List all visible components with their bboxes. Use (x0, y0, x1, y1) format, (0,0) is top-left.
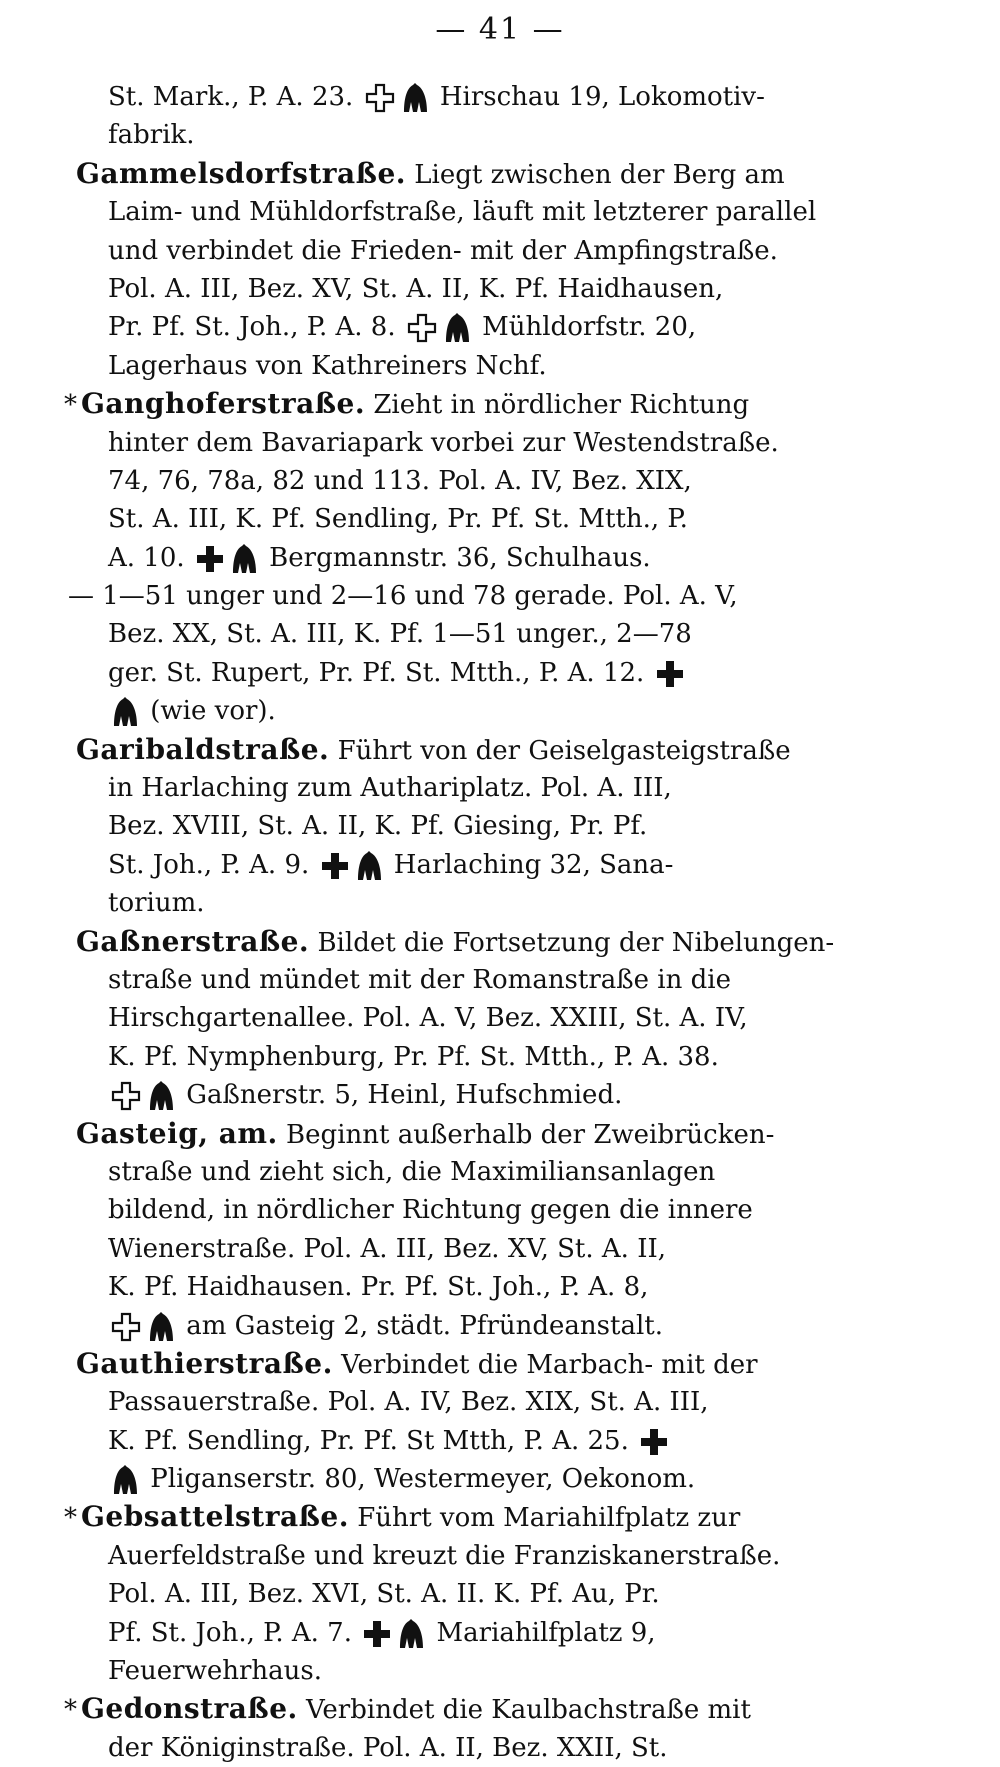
text-segment: Pr. Pf. St. Joh., P. A. 8. (108, 312, 404, 343)
text-line (108, 1652, 943, 1690)
text-segment: Verbindet die Kaulbachstraße mit (297, 1695, 751, 1726)
text-segment: straße und mündet mit der Romanstraße in die (108, 964, 731, 995)
text-segment: bildend, in nördlicher Richtung gegen die innere (108, 1195, 753, 1226)
entry-heading-line (64, 1498, 943, 1536)
text-segment: Beginnt außerhalb der Zweibrücken- (277, 1119, 775, 1150)
entry-heading-line (76, 1345, 943, 1383)
text-segment: Führt von der Geiselgasteigstraße (329, 735, 791, 766)
text-segment: Pliganserstr. 80, Westermeyer, Oekonom. (142, 1464, 696, 1495)
text-line (108, 1230, 943, 1268)
text-segment: torium. (108, 888, 205, 919)
text-segment: St. A. III, K. Pf. Sendling, Pr. Pf. St. Mtth., P. (108, 504, 688, 535)
text-segment: straße und zieht sich, die Maximiliansanlagen (108, 1156, 716, 1187)
new-street-asterisk: * (64, 1695, 77, 1726)
text-line (108, 500, 943, 538)
text-line (108, 1614, 943, 1652)
fire-helmet-icon (111, 1464, 139, 1496)
text-line (108, 1307, 943, 1345)
filled-cross-icon (196, 545, 224, 573)
text-segment: Zieht in nördlicher Richtung (365, 390, 750, 421)
fire-helmet-icon (355, 850, 383, 882)
text-line (108, 1153, 943, 1191)
entry-heading-line (76, 155, 943, 193)
street-name-heading: Gebsattelstraße. (81, 1500, 349, 1534)
fire-helmet-icon (111, 696, 139, 728)
text-line (108, 654, 943, 692)
text-line (108, 308, 943, 346)
text-line (108, 193, 943, 231)
text-line (108, 1537, 943, 1575)
text-segment: Hirschau 19, Lokomotiv- (431, 82, 765, 112)
text-segment: Laim- und Mühldorfstraße, läuft mit letzterer parallel (108, 197, 817, 228)
text-line (108, 961, 943, 999)
street-name-heading: Ganghoferstraße. (81, 387, 366, 421)
text-segment: Auerfeldstraße und kreuzt die Franziskanerstraße. (108, 1540, 781, 1571)
text-segment: (wie vor). (142, 696, 276, 727)
street-name-heading: Gaßnerstraße. (76, 924, 310, 958)
text-line (108, 539, 943, 577)
text-segment: St. Mark., P. A. 23. (108, 82, 362, 112)
text-line (108, 769, 943, 807)
text-segment: hinter dem Bavariapark vorbei zur Westendstraße. (108, 427, 779, 458)
text-segment: am Gasteig 2, städt. Pfründeanstalt. (178, 1310, 663, 1341)
text-segment: — 1—51 unger und 2—16 und 78 gerade. Pol. A. V, (68, 581, 738, 612)
fire-helmet-icon (401, 82, 429, 114)
filled-cross-icon (640, 1428, 668, 1456)
text-line (108, 1729, 943, 1767)
text-segment: Passauerstraße. Pol. A. IV, Bez. XIX, St. A. III, (108, 1387, 709, 1418)
text-line (108, 270, 943, 308)
text-segment: St. Joh., P. A. 9. (108, 849, 318, 880)
text-segment: Pol. A. III, Bez. XV, St. A. II, K. Pf. Haidhausen, (108, 273, 724, 304)
fire-helmet-icon (397, 1618, 425, 1650)
open-cross-icon (111, 1081, 141, 1111)
fire-helmet-icon (443, 312, 471, 344)
page-number: — 41 — (435, 12, 565, 47)
entry-heading-line (76, 731, 943, 769)
entry-heading-line (76, 923, 943, 961)
text-segment: Mühldorfstr. 20, (473, 312, 697, 343)
open-cross-icon (365, 83, 395, 113)
open-cross-icon (111, 1312, 141, 1342)
entry-heading-line (64, 1690, 943, 1728)
text-line (108, 1383, 943, 1421)
text-segment: Bez. XX, St. A. III, K. Pf. 1—51 unger., 2—78 (108, 619, 692, 650)
new-street-asterisk: * (64, 1503, 77, 1534)
text-segment: Gaßnerstr. 5, Heinl, Hufschmied. (178, 1080, 623, 1111)
text-segment: K. Pf. Haidhausen. Pr. Pf. St. Joh., P. A. 8, (108, 1272, 649, 1303)
text-segment: Lagerhaus von Kathreiners Nchf. (108, 350, 547, 381)
filled-cross-icon (321, 852, 349, 880)
entry-heading-line (64, 385, 943, 423)
text-line (108, 1038, 943, 1076)
text-segment: ger. St. Rupert, Pr. Pf. St. Mtth., P. A. 12. (108, 657, 653, 688)
entry-heading-line (76, 1115, 943, 1153)
text-segment: A. 10. (108, 542, 193, 573)
text-segment: Liegt zwischen der Berg am (406, 159, 785, 190)
text-segment: 74, 76, 78a, 82 und 113. Pol. A. IV, Bez. XIX, (108, 465, 692, 496)
street-name-heading: Gedonstraße. (81, 1692, 298, 1726)
street-name-heading: Gauthierstraße. (76, 1346, 333, 1380)
text-segment: Wienerstraße. Pol. A. III, Bez. XV, St. A. II, (108, 1233, 667, 1264)
text-line (108, 232, 943, 270)
text-line (108, 1076, 943, 1114)
text-segment: und verbindet die Frieden- mit der Ampfingstraße. (108, 235, 778, 266)
filled-cross-icon (656, 660, 684, 688)
text-line (108, 846, 943, 884)
text-segment: Führt vom Mariahilfplatz zur (348, 1503, 741, 1534)
text-line (108, 1575, 943, 1613)
text-segment: Pol. A. III, Bez. XVI, St. A. II. K. Pf. Au, Pr. (108, 1579, 660, 1610)
text-segment: Hirschgartenallee. Pol. A. V, Bez. XXIII, St. A. IV, (108, 1003, 748, 1034)
text-line (108, 1268, 943, 1306)
text-segment: Pf. St. Joh., P. A. 7. (108, 1617, 361, 1648)
street-name-heading: Gasteig, am. (76, 1116, 278, 1150)
text-line (108, 1460, 943, 1498)
text-line (108, 347, 943, 385)
text-line (108, 424, 943, 462)
fire-helmet-icon (147, 1080, 175, 1112)
text-line (108, 116, 943, 154)
text-line (108, 884, 943, 922)
text-line (108, 807, 943, 845)
text-segment: Bildet die Fortsetzung der Nibelungen- (309, 927, 835, 958)
open-cross-icon (407, 313, 437, 343)
text-segment: K. Pf. Sendling, Pr. Pf. St Mtth, P. A. 25. (108, 1425, 638, 1456)
text-line (108, 999, 943, 1037)
text-segment: in Harlaching zum Authariplatz. Pol. A. III, (108, 773, 672, 804)
text-segment: Feuerwehrhaus. (108, 1656, 322, 1687)
street-name-heading: Gammelsdorfstraße. (76, 156, 407, 190)
text-segment: K. Pf. Nymphenburg, Pr. Pf. St. Mtth., P. A. 38. (108, 1041, 719, 1072)
street-directory-text (64, 78, 943, 1767)
new-street-asterisk: * (64, 390, 77, 421)
filled-cross-icon (363, 1620, 391, 1648)
fire-helmet-icon (147, 1311, 175, 1343)
text-segment: Bez. XVIII, St. A. II, K. Pf. Giesing, Pr. Pf. (108, 811, 648, 842)
text-line (108, 462, 943, 500)
text-segment: Verbindet die Marbach- mit der (332, 1349, 758, 1380)
text-line (108, 692, 943, 730)
text-segment: fabrik. (108, 120, 195, 151)
text-segment: der Königinstraße. Pol. A. II, Bez. XXII, St. (108, 1732, 668, 1763)
text-line (108, 615, 943, 653)
text-line (68, 577, 943, 615)
fire-helmet-icon (230, 543, 258, 575)
text-line (108, 78, 943, 116)
street-name-heading: Garibaldstraße. (76, 732, 330, 766)
text-segment: Bergmannstr. 36, Schulhaus. (260, 542, 651, 573)
text-segment: Mariahilfplatz 9, (428, 1617, 656, 1648)
text-segment: Harlaching 32, Sana- (385, 849, 674, 880)
text-line (108, 1191, 943, 1229)
text-line (108, 1422, 943, 1460)
